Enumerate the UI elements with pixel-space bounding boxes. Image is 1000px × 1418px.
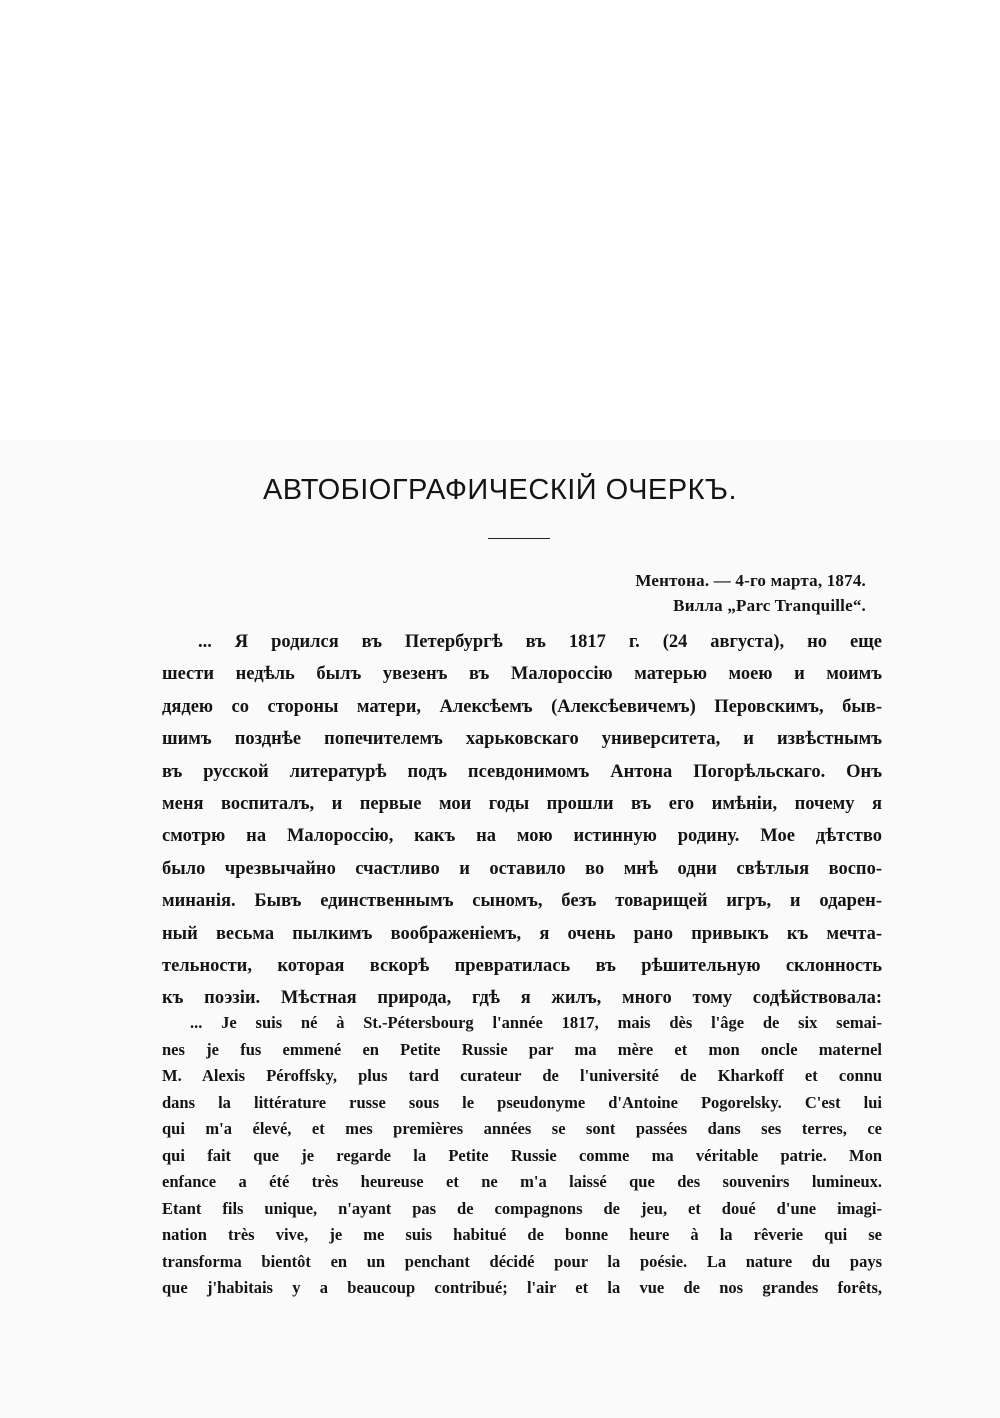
text-line: enfance a été très heureuse et ne m'a laissé que des souvenirs lumineux. bbox=[162, 1172, 882, 1191]
text-line: минанія. Бывъ единственнымъ сыномъ, безъ товарищей игръ, и одарен- bbox=[162, 891, 882, 912]
text-line: qui fait que je regarde la Petite Russie comme ma véritable patrie. Mon bbox=[162, 1145, 882, 1165]
text-line: que j'habitais y a beaucoup contribué; l'air et la vue de nos grandes forêts, bbox=[162, 1278, 882, 1297]
text-line: шимъ позднѣе попечителемъ харьковскаго университета, и извѣстнымъ bbox=[162, 729, 882, 750]
dateline-place-date: Ментона. — 4-го марта, 1874. bbox=[635, 571, 866, 590]
text-line: меня воспиталъ, и первые мои годы прошли въ его имѣніи, почему я bbox=[162, 794, 882, 815]
text-line: дядею со стороны матери, Алексѣемъ (Алексѣевичемъ) Перовскимъ, быв- bbox=[162, 696, 882, 717]
text-line: въ русской литературѣ подъ псевдонимомъ Антона Погорѣльскаго. Онъ bbox=[162, 761, 882, 782]
text-line: ный весьма пылкимъ воображеніемъ, я очень рано привыкъ къ мечта- bbox=[162, 923, 882, 944]
text-line: nation très vive, je me suis habitué de bonne heure à la rêverie qui se bbox=[162, 1225, 882, 1244]
text-line: dans la littérature russe sous le pseudonyme d'Antoine Pogorelsky. C'est lui bbox=[162, 1092, 882, 1112]
text-line: смотрю на Малороссію, какъ на мою истинную родину. Мое дѣтство bbox=[162, 826, 882, 847]
french-paragraph bbox=[162, 1010, 882, 1302]
page-title: АВТОБІОГРАФИЧЕСКІЙ ОЧЕРКЪ. bbox=[262, 474, 738, 506]
text-line: M. Alexis Péroffsky, plus tard curateur de l'université de Kharkoff et connu bbox=[162, 1066, 882, 1085]
text-line: шести недѣль былъ увезенъ въ Малороссію матерью моею и моимъ bbox=[162, 664, 882, 685]
text-line: ... Я родился въ Петербургѣ въ 1817 г. (24 августа), но еще bbox=[198, 632, 882, 652]
text-line: Etant fils unique, n'ayant pas de compagnons de jeu, et doué d'une imagi- bbox=[162, 1198, 882, 1218]
title-divider bbox=[488, 538, 550, 539]
text-line: transforma bientôt en un penchant décidé pour la poésie. La nature du pays bbox=[162, 1251, 882, 1271]
text-line: тельности, которая вскорѣ превратилась въ рѣшительную склонность bbox=[162, 956, 882, 977]
dateline-villa: Вилла „Parc Tranquille“. bbox=[673, 596, 866, 615]
text-line: qui m'a élevé, et mes premières années se sont passées dans ses terres, ce bbox=[162, 1119, 882, 1138]
text-line: было чрезвычайно счастливо и оставило во мнѣ одни свѣтлыя воспо- bbox=[162, 858, 882, 879]
text-line: къ поэзіи. Мѣстная природа, гдѣ я жилъ, много тому содѣйствовала: bbox=[162, 988, 882, 1009]
text-line: nes je fus emmené en Petite Russie par ma mère et mon oncle maternel bbox=[162, 1039, 882, 1059]
text-line: ... Je suis né à St.-Pétersbourg l'année 1817, mais dès l'âge de six semai- bbox=[190, 1013, 882, 1032]
russian-paragraph bbox=[162, 626, 882, 1015]
dateline bbox=[635, 568, 866, 618]
